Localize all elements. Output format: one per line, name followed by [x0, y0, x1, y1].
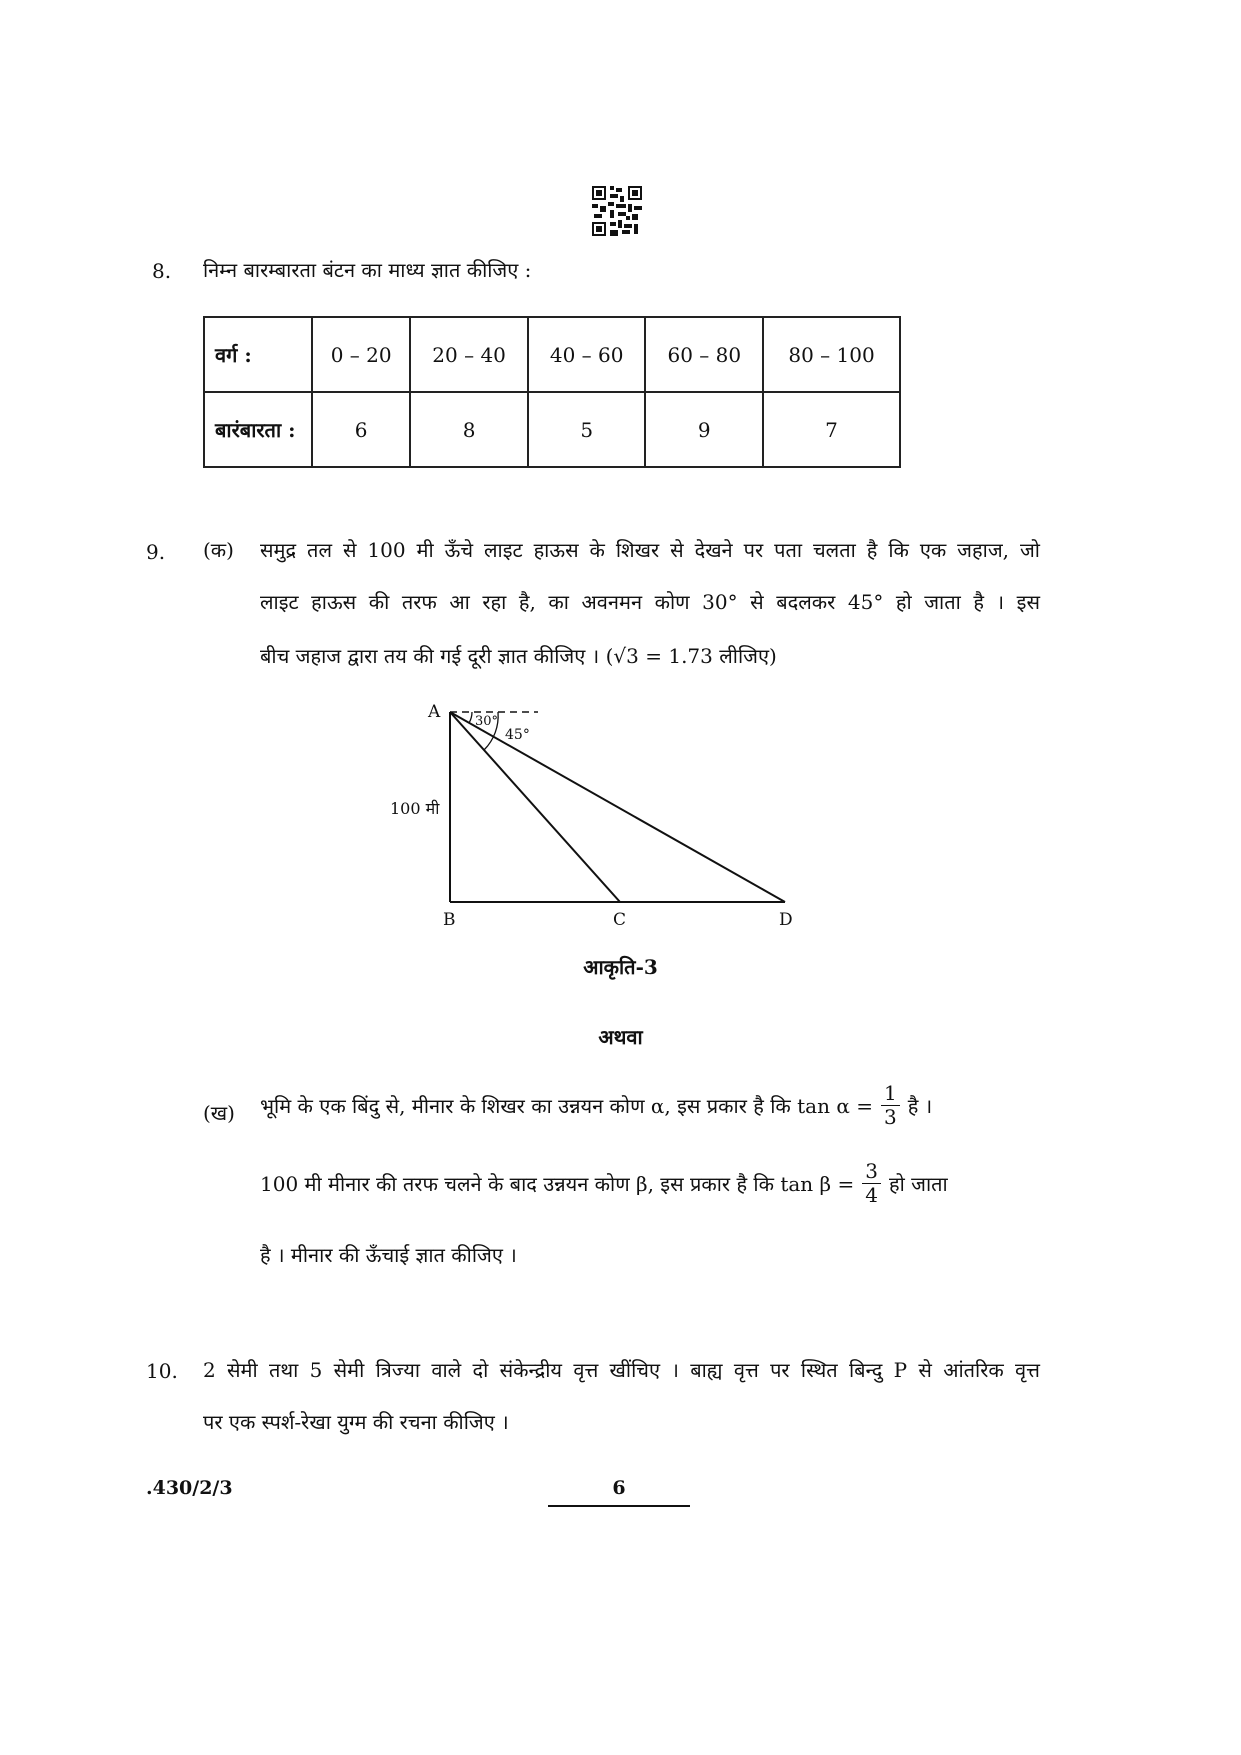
vertex-label-B: B: [443, 910, 456, 930]
question-8-number: 8.: [152, 259, 172, 283]
question-9a-line-2: लाइट हाऊस की तरफ आ रहा है, का अवनमन कोण 30° से बदलकर 45° हो जाता है । इस: [260, 590, 1040, 614]
height-label: 100 मी: [390, 799, 440, 818]
fraction-numerator: 1: [881, 1082, 900, 1106]
vertex-label-C: C: [613, 910, 627, 930]
figure-caption: आकृति-3: [583, 955, 658, 979]
table-cell: 6: [312, 392, 410, 467]
figure-3-lighthouse-diagram: [380, 695, 820, 935]
question-10-number: 10.: [146, 1359, 178, 1383]
fraction-denominator: 3: [883, 1105, 897, 1129]
angle-label-30: 30°: [475, 714, 499, 729]
question-9b-line-1-text: भूमि के एक बिंदु से, मीनार के शिखर का उन्नयन कोण α, इस प्रकार है कि tan α =: [260, 1094, 873, 1118]
table-cell: 0 – 20: [312, 317, 410, 392]
paper-code: .430/2/3: [146, 1477, 233, 1499]
page-number: 6: [612, 1477, 626, 1499]
table-cell: 80 – 100: [763, 317, 900, 392]
question-9a-line-1: समुद्र तल से 100 मी ऊँचे लाइट हाऊस के शिखर से देखने पर पता चलता है कि एक जहाज, जो: [260, 538, 1040, 562]
question-9b-line-2-end: हो जाता: [888, 1172, 948, 1196]
question-10-line-1: 2 सेमी तथा 5 सेमी त्रिज्या वाले दो संकेन्द्रीय वृत्त खींचिए । बाह्य वृत्त पर स्थित बिन्दु P से आंतरिक वृत्त: [203, 1358, 1040, 1382]
line-AD: [450, 712, 785, 902]
table-cell: 7: [763, 392, 900, 467]
question-9-number: 9.: [146, 540, 166, 564]
question-9b-line-2: [260, 1160, 948, 1207]
vertex-label-D: D: [779, 910, 793, 930]
fraction-numerator: 3: [862, 1160, 881, 1184]
frequency-table: [203, 316, 901, 468]
question-9b-line-1-end: है ।: [907, 1094, 933, 1118]
table-cell: 9: [645, 392, 763, 467]
qr-code-icon: [592, 186, 642, 236]
table-cell: 20 – 40: [410, 317, 528, 392]
question-9a-label: (क): [203, 538, 234, 562]
table-cell: 40 – 60: [528, 317, 646, 392]
question-8-text: निम्न बारम्बारता बंटन का माध्य ज्ञात कीजिए :: [203, 258, 532, 282]
question-9b-line-1: [260, 1082, 932, 1129]
vertex-label-A: A: [428, 702, 441, 722]
angle-arc-30: [469, 712, 472, 723]
table-cell: 8: [410, 392, 528, 467]
fraction-denominator: 4: [865, 1183, 878, 1207]
question-9b-line-3: है । मीनार की ऊँचाई ज्ञात कीजिए ।: [260, 1243, 517, 1267]
table-row-label: बारंबारता :: [204, 392, 312, 467]
table-cell: 60 – 80: [645, 317, 763, 392]
question-9b-line-2-text: 100 मी मीनार की तरफ चलने के बाद उन्नयन कोण β, इस प्रकार है कि tan β =: [260, 1172, 855, 1196]
question-9a-line-3: बीच जहाज द्वारा तय की गई दूरी ज्ञात कीजिए । (√3 = 1.73 लीजिए): [260, 644, 777, 668]
page-number-underline: [548, 1505, 690, 1507]
question-10-line-2: पर एक स्पर्श-रेखा युग्म की रचना कीजिए ।: [203, 1410, 509, 1434]
angle-label-45: 45°: [505, 727, 530, 743]
line-AC: [450, 712, 620, 902]
table-cell: 5: [528, 392, 646, 467]
fraction-tan-alpha: [881, 1082, 900, 1129]
table-row-label: वर्ग :: [204, 317, 312, 392]
or-separator: अथवा: [598, 1025, 643, 1049]
question-9b-label: (ख): [203, 1101, 235, 1125]
fraction-tan-beta: [862, 1160, 881, 1207]
table-row: [204, 317, 900, 392]
table-row: [204, 392, 900, 467]
